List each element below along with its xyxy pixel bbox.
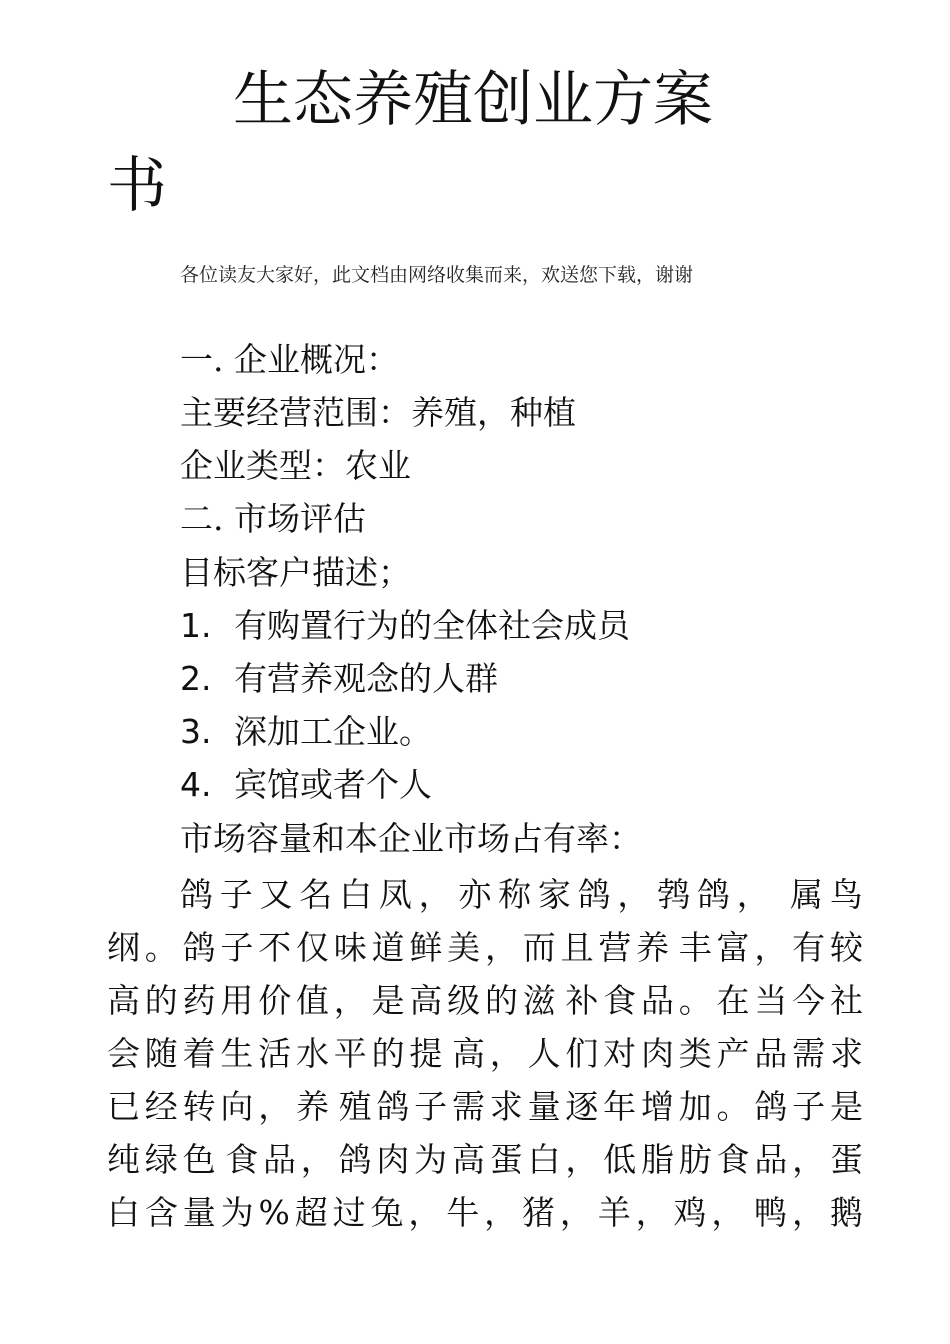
paragraph-char: 的 (484, 981, 518, 1020)
paragraph-char: ， (418, 875, 452, 914)
paragraph-char: 鸽 (376, 1087, 410, 1126)
list-item-text: 宾馆或者个人 (234, 765, 432, 804)
paragraph-char: 药 (182, 981, 216, 1020)
paragraph-char: 对 (603, 1034, 637, 1073)
paragraph-char: 会 (107, 1034, 140, 1073)
paragraph-char: 又 (259, 875, 293, 914)
paragraph-char: 超 (294, 1193, 328, 1232)
list-item-number: 2. (180, 659, 212, 698)
business-type: 企业类型：农业 (180, 446, 411, 485)
paragraph-char: 猪 (521, 1193, 555, 1232)
paragraph-char: 美 (447, 928, 481, 967)
paragraph-line (107, 868, 863, 921)
paragraph-char: ， (408, 1193, 442, 1232)
paragraph-char: ， (565, 1140, 599, 1179)
paragraph-char: 滋 (522, 981, 556, 1020)
list-item (180, 710, 432, 754)
paragraph-char: 营 (598, 928, 632, 967)
paragraph-char: ， (711, 1193, 745, 1232)
download-notice: 各位读友大家好，此文档由网络收集而来，欢送您下载，谢谢 (180, 264, 694, 286)
paragraph-char: 今 (792, 981, 826, 1020)
paragraph-char: 逐 (565, 1087, 599, 1126)
paragraph-char: 的 (144, 981, 178, 1020)
paragraph-char: 肪 (678, 1140, 712, 1179)
paragraph-char: 为 (220, 1193, 254, 1232)
paragraph-char: 级 (447, 981, 481, 1020)
paragraph-char: 量 (527, 1087, 561, 1126)
paragraph-char: 着 (182, 1034, 216, 1073)
paragraph-line (107, 974, 863, 1027)
paragraph-char: 家 (537, 875, 571, 914)
paragraph-char: ， (754, 928, 788, 967)
paragraph-char: 们 (565, 1034, 599, 1073)
paragraph-char: 过 (332, 1193, 366, 1232)
paragraph-char: 是 (371, 981, 405, 1020)
paragraph-char: 品 (262, 1140, 296, 1179)
paragraph-char: ， (300, 1140, 334, 1179)
paragraph-char: 鸡 (673, 1193, 707, 1232)
paragraph-char: 蛋 (829, 1140, 863, 1179)
list-item (180, 657, 498, 701)
paragraph-char: 鲜 (409, 928, 443, 967)
paragraph-char: ， (258, 1087, 292, 1126)
document-title-line1: 生态养殖创业方案 (233, 65, 713, 135)
paragraph-char: 品 (754, 1140, 788, 1179)
document-title-line2: 书 (107, 151, 167, 221)
paragraph-char: 提 (409, 1034, 443, 1073)
paragraph-char: 鸽 (696, 875, 730, 914)
paragraph-char: 。 (716, 1087, 750, 1126)
paragraph-char: 的 (371, 1034, 405, 1073)
paragraph-char: 子 (219, 875, 253, 914)
paragraph-char: 较 (829, 928, 863, 967)
paragraph-char: ， (484, 1193, 518, 1232)
paragraph-char: 殖 (338, 1087, 372, 1126)
paragraph-char: 量 (182, 1193, 216, 1232)
paragraph-char: 低 (603, 1140, 637, 1179)
paragraph-char: ， (736, 875, 770, 914)
paragraph-char: 转 (182, 1087, 216, 1126)
paragraph-char: 且 (560, 928, 594, 967)
paragraph-char: ， (484, 928, 518, 967)
section1-heading: 一. 企业概况： (180, 340, 399, 379)
paragraph-char: 养 (295, 1087, 329, 1126)
body-paragraph (107, 868, 863, 1239)
paragraph-char: 凤 (378, 875, 412, 914)
paragraph-char: 纲 (107, 928, 140, 967)
paragraph-char: 。 (678, 981, 712, 1020)
paragraph-char: 子 (220, 928, 254, 967)
paragraph-char: 社 (829, 981, 863, 1020)
paragraph-char: 色 (182, 1140, 216, 1179)
paragraph-line (107, 1080, 863, 1133)
paragraph-line (107, 921, 863, 974)
paragraph-char: ， (791, 1193, 825, 1232)
paragraph-char: 仅 (295, 928, 329, 967)
paragraph-char: 平 (333, 1034, 367, 1073)
paragraph-char: 鸽 (577, 875, 611, 914)
paragraph-char: 活 (258, 1034, 292, 1073)
paragraph-char: 随 (144, 1034, 178, 1073)
paragraph-char: 已 (107, 1087, 140, 1126)
paragraph-line (107, 1133, 863, 1186)
paragraph-char: 类 (678, 1034, 712, 1073)
list-item-number: 4. (180, 765, 212, 804)
paragraph-char: 绿 (144, 1140, 178, 1179)
paragraph-char: 水 (295, 1034, 329, 1073)
paragraph-char: 鹅 (829, 1193, 863, 1232)
paragraph-char: 品 (754, 1034, 788, 1073)
paragraph-char: 产 (716, 1034, 750, 1073)
paragraph-char: 高 (451, 1140, 485, 1179)
paragraph-char: ， (559, 1193, 593, 1232)
paragraph-char: 食 (603, 981, 637, 1020)
paragraph-char: 求 (829, 1034, 863, 1073)
paragraph-char: 鸭 (754, 1193, 788, 1232)
paragraph-char: 鸽 (754, 1087, 788, 1126)
paragraph-char: 白 (107, 1193, 140, 1232)
paragraph-char: 富 (716, 928, 750, 967)
paragraph-char: 用 (220, 981, 254, 1020)
paragraph-char: 称 (498, 875, 532, 914)
paragraph-char: 生 (220, 1034, 254, 1073)
paragraph-char: 味 (333, 928, 367, 967)
paragraph-char: 有 (792, 928, 826, 967)
list-item-number: 3. (180, 712, 212, 751)
paragraph-char: 道 (371, 928, 405, 967)
paragraph-char: 经 (144, 1087, 178, 1126)
paragraph-char: ， (489, 1034, 523, 1073)
list-item (180, 604, 630, 648)
paragraph-char: 增 (640, 1087, 674, 1126)
paragraph-char: 鹁 (657, 875, 691, 914)
paragraph-char: 价 (258, 981, 292, 1020)
paragraph-char: 属 (790, 875, 824, 914)
paragraph-char: 需 (451, 1087, 485, 1126)
paragraph-char: ， (333, 981, 367, 1020)
paragraph-char: 求 (489, 1087, 523, 1126)
paragraph-char: 而 (522, 928, 556, 967)
paragraph-char: 丰 (678, 928, 712, 967)
paragraph-char: 食 (225, 1140, 259, 1179)
paragraph-char: 蛋 (489, 1140, 523, 1179)
paragraph-char: 为 (414, 1140, 448, 1179)
list-item-text: 有购置行为的全体社会成员 (234, 606, 630, 645)
paragraph-char: 值 (295, 981, 329, 1020)
paragraph-char: ， (792, 1140, 826, 1179)
paragraph-char: 年 (603, 1087, 637, 1126)
paragraph-char: 牛 (446, 1193, 480, 1232)
paragraph-char: 子 (414, 1087, 448, 1126)
paragraph-char: 是 (829, 1087, 863, 1126)
capacity-heading: 市场容量和本企业市场占有率： (180, 819, 642, 858)
list-item-text: 深加工企业。 (234, 712, 432, 751)
paragraph-char: % (258, 1193, 290, 1232)
paragraph-char: 肉 (640, 1034, 674, 1073)
section2-heading: 二. 市场评估 (180, 499, 366, 538)
paragraph-char: 子 (792, 1087, 826, 1126)
paragraph-char: 在 (716, 981, 750, 1020)
paragraph-char: 含 (144, 1193, 178, 1232)
paragraph-char: 鸽 (180, 875, 213, 914)
paragraph-char: 肉 (376, 1140, 410, 1179)
paragraph-char: 向 (220, 1087, 254, 1126)
paragraph-char: 当 (754, 981, 788, 1020)
paragraph-char: 脂 (640, 1140, 674, 1179)
paragraph-char: 高 (107, 981, 140, 1020)
paragraph-char: 食 (716, 1140, 750, 1179)
paragraph-char: 鸟 (829, 875, 863, 914)
paragraph-char: ， (617, 875, 651, 914)
paragraph-char: 养 (636, 928, 670, 967)
paragraph-char: 鸽 (182, 928, 216, 967)
paragraph-char: 兔 (370, 1193, 404, 1232)
paragraph-char: 补 (565, 981, 599, 1020)
paragraph-char: 人 (527, 1034, 561, 1073)
list-item (180, 763, 432, 807)
paragraph-char: 白 (339, 875, 373, 914)
paragraph-char: 不 (258, 928, 292, 967)
business-scope: 主要经营范围：养殖，种植 (180, 393, 576, 432)
paragraph-char: 名 (299, 875, 333, 914)
paragraph-line (107, 1027, 863, 1080)
paragraph-char: 纯 (107, 1140, 140, 1179)
paragraph-char: 羊 (597, 1193, 631, 1232)
paragraph-line (107, 1186, 863, 1239)
list-item-text: 有营养观念的人群 (234, 659, 498, 698)
customers-heading: 目标客户描述； (180, 553, 411, 592)
list-item-number: 1. (180, 606, 212, 645)
paragraph-char: 。 (144, 928, 178, 967)
paragraph-char: 需 (792, 1034, 826, 1073)
paragraph-char: 白 (527, 1140, 561, 1179)
paragraph-char: 亦 (458, 875, 492, 914)
paragraph-char: 加 (678, 1087, 712, 1126)
paragraph-char: ， (635, 1193, 669, 1232)
paragraph-char: 高 (409, 981, 443, 1020)
paragraph-char: 品 (640, 981, 674, 1020)
paragraph-char: 高 (451, 1034, 485, 1073)
paragraph-char: 鸽 (338, 1140, 372, 1179)
